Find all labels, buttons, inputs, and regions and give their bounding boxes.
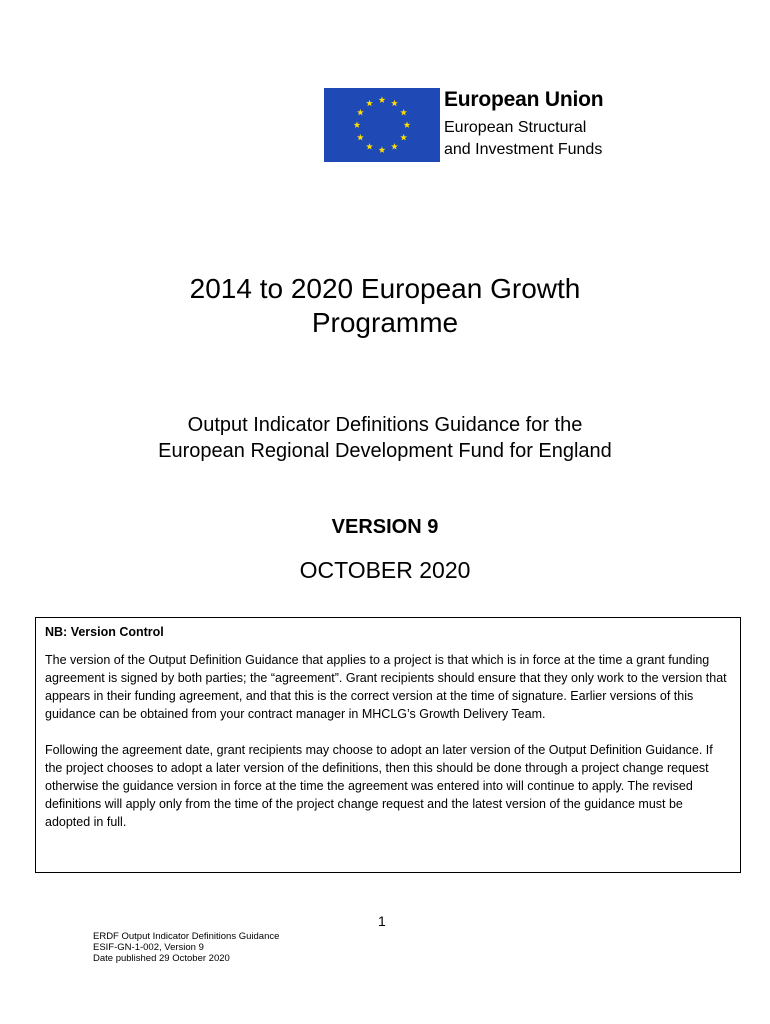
document-title [0,272,770,340]
eu-flag-icon [324,88,440,162]
page-footer [93,931,279,964]
eu-logo-line1: European Structural [444,119,587,136]
version-control-note [35,617,741,873]
version-control-paragraph-1: The version of the Output Definition Guidance that applies to a project is that which is in force at the time a grant funding agreement is signed by both parties; the “agreement”. Grant recipients should ensure that they only work to the version that appears in their funding agreement, and that this is the correct version at the time of signature. Earlier versions of this guidance can be obtained from your contract manager in MHCLG’s Growth Delivery Team. [45,653,727,721]
document-title-line2: Programme [311,307,459,338]
publication-date: OCTOBER 2020 [299,557,471,583]
eu-logo [324,88,664,162]
document-subtitle [0,412,770,464]
document-subtitle-line2: European Regional Development Fund for England [158,440,612,462]
document-title-line1: 2014 to 2020 European Growth [189,273,581,304]
eu-logo-title: European Union [444,88,604,111]
footer-line3: Date published 29 October 2020 [93,953,230,964]
document-subtitle-line1: Output Indicator Definitions Guidance for the [187,414,583,436]
version-label: VERSION 9 [331,516,439,538]
footer-line1: ERDF Output Indicator Definitions Guidance [93,931,280,942]
version-control-heading: NB: Version Control [45,625,164,639]
page-number: 1 [378,913,386,929]
eu-logo-line2: and Investment Funds [444,141,603,158]
version-control-paragraph-2: Following the agreement date, grant recipients may choose to adopt an later version of the Output Definition Guidance. If the project chooses to adopt a later version of the definitions, then this should be done through a project change request otherwise the guidance version in force at the time the agreement was entered into will continue to apply. The revised definitions will apply only from the time of the project change request and the latest version of the guidance must be adopted in full. [45,743,713,829]
footer-line2: ESIF-GN-1-002, Version 9 [93,942,204,953]
